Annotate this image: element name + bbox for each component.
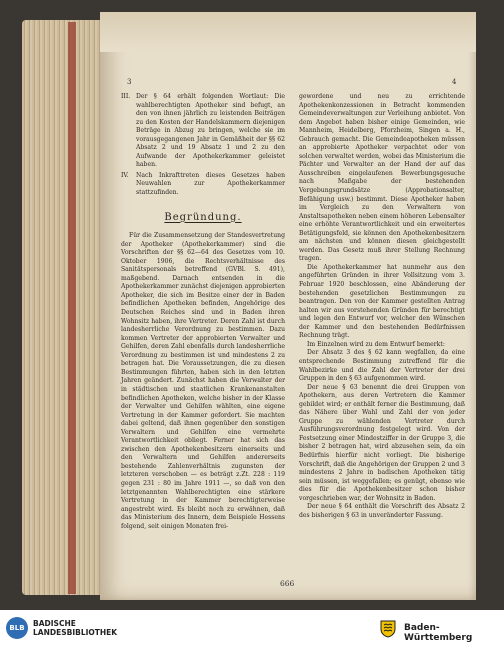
paragraph: Im Einzelnen wird zu dem Entwurf bemerkt: [307,340,445,348]
left-column-number: 3 [127,78,132,86]
library-name-line1: BADISCHE [33,619,76,628]
right-column-number: 4 [452,78,457,86]
paragraph: Für die Zusammensetzung der Standesvertretung der Apotheker (Apothekerkammer) sind die Vorschriften der §§ 62—64 des Gesetzes vom 10. Oktober 1906, die Rechtsverhältnisse des Sanitätspersonals betreffend (GVBl. S. 491), maßgebend. Darnach entsenden in die Apothekerkammer zunächst diejenigen approbierten Apotheker, die sich im Besitze einer der in Baden befindlichen Apotheken befinden, Angehörige des Deutschen Reiches sind und in Baden ihren Wohnsitz haben, ihre Vertreter. Deren Zahl ist durch landesherrliche Verordnung zu bestimmen. Dazu kommen Vertreter der approbierten Verwalter und Gehilfen, deren Zahl ebenfalls durch landesherrliche Verordnung zu bestimmen ist und mindestens 2 zu betragen hat. Die Voraussetzungen, die zu diesen Bestimmungen führten, haben sich in den letzten Jahren geändert. Zunächst haben die Verwalter der in städtischen und staatlichen Krankenanstalten befindlichen Apotheken, welche bisher in der Klasse der Verwalter und Gehilfen wählten, eine eigene Vertretung in der Kammer gefordert. Sie machten dabei geltend, daß ihnen gegenüber den sonstigen Verwaltern und Gehilfen eine vermehrte Verantwortlichkeit obliegt. Ferner hat sich das zwischen den Apothekenbesitzern einerseits und den Verwaltern und Gehilfen andererseits bestehende Zahlenverhältnis zugunsten der letzteren verschoben — es beträgt z.Zt. 228 : 119 gegen 231 : 80 im Jahre 1911 —, so daß von den letztgenannten Wahlberechtigten eine stärkere Vertretung in der Kammer berechtigterweise angestrebt wird. Es bleibt noch zu erwähnen, daß das Ministerium des Innern, dem Beispiele Hessens folgend, seit einigen Monaten frei- [121,232,285,530]
page-number: 666 [280,579,295,588]
item-number: III. [121,93,131,100]
library-name[interactable] [33,619,117,637]
book-edge-stain [68,22,76,594]
paragraph: gewordene und neu zu errichtende Apothekenkonzessionen in Betracht kommenden Gemeindeverwaltungen zur Verleihung anbietet. Von dem Angebot haben bisher einige Gemeinden, wie Mannheim, Heidelberg, Pforzheim, Singen a. H., Gebrauch gemacht. Die Gemeindeapotheken müssen an approbierte Apotheker verpachtet oder von solchen verwaltet werden, wobei das Ministerium die Pächter und Verwalter an der Hand der auf das Ausschreiben eingelaufenen Bewerbungsgesuche nach Maßgabe der bestehenden Vergebungsgrundsätze (Approbationsalter, Befähigung usw.) bestimmt. Diese Apotheker haben im Vergleich zu den Verwaltern von Anstaltsapotheken neben einem höheren Lebensalter eine erhöhte Verantwortlichkeit und ein erweitertes Betätigungsfeld, sie können den Apothekenbesitzern am nächsten und können diesen gleichgestellt werden. Das Gesetz muß ihrer Stellung Rechnung tragen. [299,93,465,263]
blb-logo-icon[interactable]: BLB [6,617,28,639]
item-number: IV. [121,171,129,179]
paragraph: Die Apothekerkammer hat nunmehr aus den angeführten Gründen in ihrer Vollsitzung vom 3. Februar 1920 beschlossen, eine Abänderung der bestehenden gesetzlichen Bestimmungen zu beantragen. Den von der Kammer gestellten Antrag halten wir aus vorstehenden Gründen für berechtigt und legen den Entwurf vor, welcher den Wünschen der Kammer und den bestehenden Bedürfnissen Rechnung trägt. [299,263,465,340]
book-page-edges [22,20,100,595]
item-text: Der § 64 erhält folgenden Wortlaut: Die wahlberechtigten Apotheker sind befugt, an den von ihnen jährlich zu leistenden Beiträgen zu den Kosten der Handelskammern diejenigen Beträge in Abzug zu bringen, welche sie im vorausgegangenen Jahr in Gemäßheit der §§ 62 Absatz 2 und 19 Absatz 1 und 2 zu den Aufwande der Apothekerkammer geleistet haben. [136,93,285,169]
library-name-line2: LANDESBIBLIOTHEK [33,628,118,637]
right-text-column [299,93,465,520]
bw-crest-icon [378,618,398,638]
paragraph: Der neue § 64 enthält die Vorschrift des Absatz 2 des bisherigen § 63 in unveränderter Fassung. [299,503,465,519]
item-text: Nach Inkrafttreten dieses Gesetzes haben Neuwahlen zur Apothekerkammer stattzufinden. [136,171,285,197]
left-text-column [121,93,285,531]
state-name[interactable]: Baden-Württemberg [404,623,473,643]
page-top-shade [100,12,476,52]
list-item [121,172,285,198]
section-heading: Begründung. [164,211,242,223]
paragraph: Der neue § 63 benennt die drei Gruppen von Apothekern, aus deren Vertretern die Kammer gebildet wird; er enthält ferner die Bestimmung, daß das Nähere über Wahl und Zahl der von jeder Gruppe zu wählenden Vertreter durch Ausführungsverordnung festgelegt wird. Von der Festsetzung einer Mindestziffer in der Gruppe 3, die bisher 2 betragen hat, wird abzusehen sein, da ein Bedürfnis hierfür nicht vorliegt. Die bisherige Vorschrift, daß die Angehörigen der Gruppen 2 und 3 mindestens 2 Jahre in badischen Apotheken tätig sein müssen, ist weggefallen; es genügt, ebenso wie dies für die Apothekenbesitzer schon bisher vorgeschrieben war, der Wohnsitz in Baden. [299,383,465,502]
paragraph: Der Absatz 3 des § 62 kann wegfallen, da eine entsprechende Bestimmung zutreffend für die Wahlbezirke und die Zahl der Vertreter der drei Gruppen in den § 63 aufgenommen wird. [299,349,465,383]
list-item [121,93,285,170]
